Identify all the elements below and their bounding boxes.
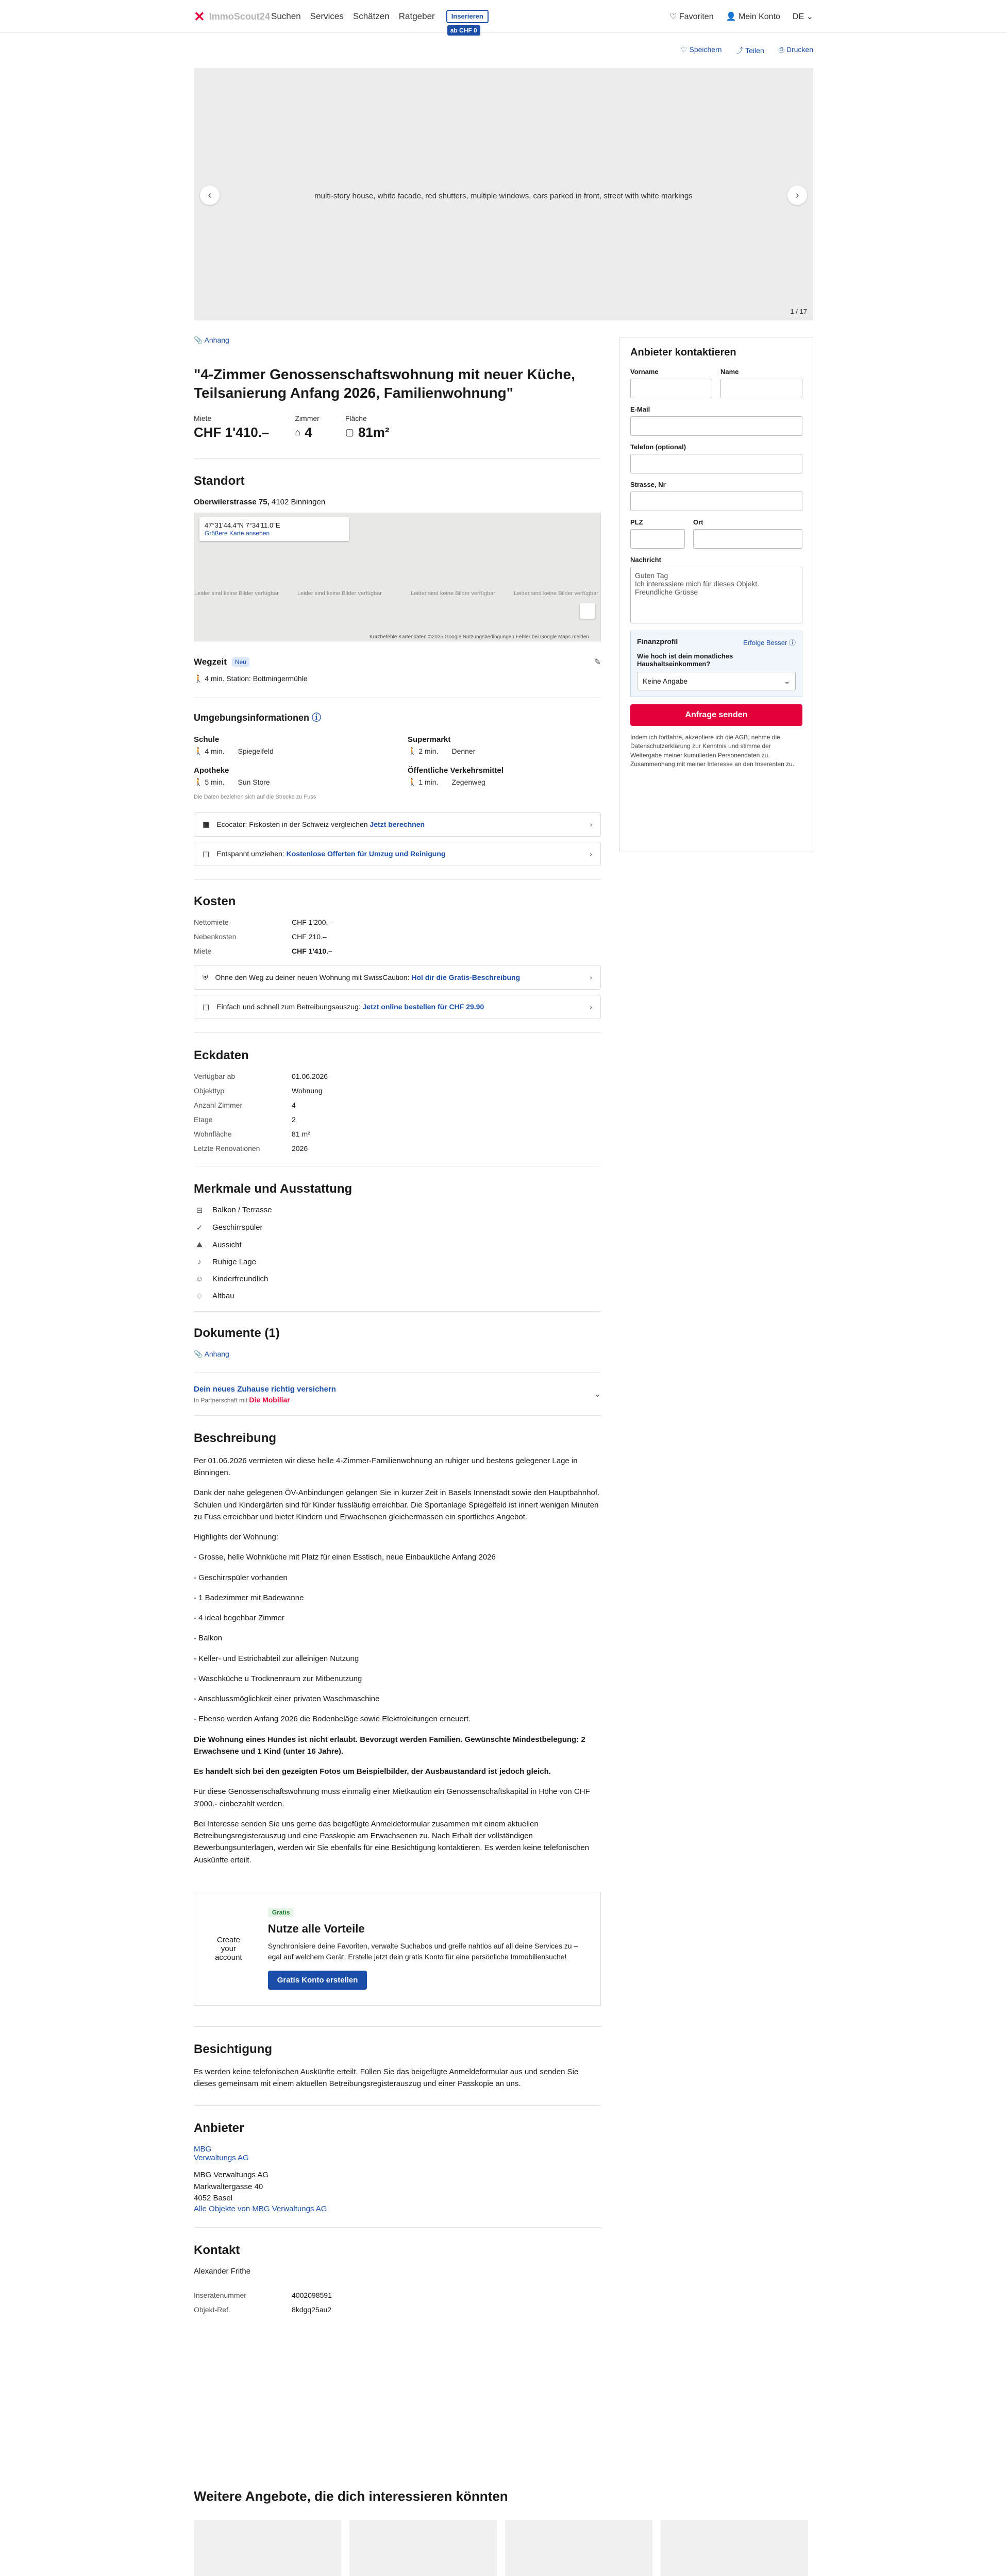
costs-table: Nettomiete CHF 1'200.– Nebenkosten CHF 210.– Miete CHF 1'410.– <box>194 918 332 955</box>
info-icon: ⓘ <box>788 639 796 647</box>
send-request-button[interactable]: Anfrage senden <box>630 704 802 726</box>
chevron-right-icon: › <box>590 973 592 982</box>
attachment-link[interactable]: 📎 Anhang <box>194 336 229 344</box>
location-title: Standort <box>194 473 245 488</box>
offer-card-placeholder[interactable] <box>505 2520 652 2576</box>
view-icon: ⛰ <box>196 1240 203 1249</box>
documents-title: Dokumente (1) <box>194 1326 280 1340</box>
listing-ids: Inseratenummer 4002098591 Objekt-Ref. 8kdgq25au2 <box>194 2291 332 2314</box>
nav-estimate[interactable]: Schätzen <box>353 11 390 21</box>
logo-icon: ✕ <box>194 8 205 24</box>
quiet-icon: ♪ <box>197 1257 202 1266</box>
site-logo[interactable]: ✕ ImmoScout24 <box>194 8 270 24</box>
more-offers-section <box>194 2488 813 2576</box>
address: Oberwilerstrasse 75, 4102 Binningen <box>194 497 326 506</box>
document-icon: ▤ <box>203 1002 210 1011</box>
offer-card-placeholder[interactable] <box>661 2520 808 2576</box>
first-name-input[interactable] <box>630 379 712 398</box>
area-value: 81m² <box>358 424 390 440</box>
finance-info-link[interactable]: Erfolge Besser ⓘ <box>743 639 796 647</box>
share-icon: ⤴ <box>736 46 744 55</box>
all-objects-link[interactable]: Alle Objekte von MBG Verwaltungs AG <box>194 2204 327 2213</box>
chevron-down-icon: ⌄ <box>784 677 790 685</box>
tax-calculator-promo[interactable]: ▦ Ecocator: Fiskosten in der Schweiz vergleichen Jetzt berechnen › <box>194 812 601 837</box>
legal-text: Indem ich fortfahre, akzeptiere ich die AGB, nehme die Datenschutzerklärung zur Kenntnis und stimme der Weitergabe meiner kumulierten Personendaten zu. Zusammenhang mit meiner Interesse an den Inserenten zu. <box>630 734 795 768</box>
description-text: Per 01.06.2026 vermieten wir diese helle 4-Zimmer-Familienwohnung an ruhiger und bestens gelegener Lage in Binningen. Dank der nahe gelegenen ÖV-Anbindungen gelangen Sie in kurzer Zeit in Basels Innenstadt sowie den Hauptbahnhof. Schulen und Kindergärten sind für Kinder fussläufig erreichbar. Die Sportanlage Spiegelfeld ist innert wenigen Minuten zu Fuss erreichbar und bietet Kindern und Erwachsenen gleichermassen ein sportliches Angebot. Highlights der Wohnung: - Grosse, helle Wohnküche mit Platz für einen Esstisch, neue Einbauküche Anfang 2026 - Geschirrspüler vorhanden - 1 Badezimmer mit Badewanne - 4 ideal begehbar Zimmer - Balkon - Keller- und Estrichabteil zur alleinigen Nutzung - Waschküche u Trocknenraum zur Mitbenutzung - Anschlussmöglichkeit einer privaten Waschmaschine - Ebenso werden Anfang 2026 die Bodenbeläge sowie Elektroleitungen erneuert. Die Wohnung eines Hundes ist nicht erlaubt. Bevorzugt werden Familien. Gewünschte Mindestbelegung: 2 Erwachsene und 1 Kind (unter 16 Jahre). Es handelt sich bei den gezeigten Fotos um Beispielbilder, der Ausbaustandard ist jedoch gleich. Für diese Genossenschaftswohnung muss einmalig einer Mietkaution ein Genossenschaftskapital in Höhe von CHF 3'000.- einbezahlt werden. Bei Interesse senden Sie uns gerne das beigefügte Anmeldeformular zusammen mit einem aktuellen Betreibungsregisterauszug und eine Passkopie am Erwachsenen zu. Nach Erhalt der vollständigen Bewerbungsunterlagen, werden wir Sie ebenfalls für eine Besichtigung kontaktieren. Es werden keine telefonischen Auskünfte erteilt. <box>194 1456 600 1865</box>
heart-icon: ♡ <box>669 12 677 21</box>
document-link[interactable]: 📎 Anhang <box>194 1349 229 1358</box>
map-coordinates: 47°31'44.4"N 7°34'11.0"E <box>205 521 280 529</box>
income-select[interactable]: Keine Angabe ⌄ <box>637 672 796 690</box>
balcony-icon: ⊟ <box>196 1206 203 1215</box>
gallery-next-button[interactable] <box>787 185 807 205</box>
street-input[interactable] <box>630 492 802 511</box>
new-badge: Neu <box>232 657 249 667</box>
map-tile-notice: Leider sind keine Bilder verfügbar <box>297 590 382 597</box>
print-button[interactable]: ⎙ Drucken <box>778 45 813 54</box>
offer-card-placeholder[interactable] <box>194 2520 341 2576</box>
details-title: Eckdaten <box>194 1048 249 1062</box>
rent-value: CHF 1'410.– <box>194 424 270 440</box>
image-gallery[interactable] <box>194 68 813 320</box>
main-nav <box>271 11 435 22</box>
create-account-button[interactable]: Gratis Konto erstellen <box>268 1971 367 1990</box>
share-button[interactable]: ⤴ Teilen <box>736 46 764 55</box>
chevron-right-icon: › <box>590 850 592 858</box>
walk-icon: 🚶 2 min. <box>408 747 439 755</box>
city-input[interactable] <box>693 529 802 549</box>
map-tile-notice: Leider sind keine Bilder verfügbar <box>194 590 279 597</box>
gallery-prev-button[interactable] <box>200 185 220 205</box>
paperclip-icon: 📎 <box>194 336 203 344</box>
calculator-icon: ▦ <box>203 820 210 828</box>
nav-search[interactable]: Suchen <box>271 11 301 21</box>
last-name-input[interactable] <box>720 379 802 398</box>
map-attribution: Kurzbefehle Kartendaten ©2025 Google Nutzungsbedingungen Fehler bei Google Maps melden <box>370 634 589 640</box>
advertise-button[interactable]: Inserieren ab CHF 0 <box>446 10 489 23</box>
poi-item: Schule 🚶 4 min. Spiegelfeld <box>194 735 274 755</box>
dishwasher-icon: ✓ <box>196 1223 203 1232</box>
provider-title: Anbieter <box>194 2121 244 2136</box>
account-promo-title: Nutze alle Vorteile <box>267 1922 365 1935</box>
surroundings-list <box>194 735 601 787</box>
poi-item: Supermarkt 🚶 2 min. Denner <box>408 735 476 755</box>
info-icon[interactable]: ⓘ <box>312 712 322 723</box>
offer-card-placeholder[interactable] <box>349 2520 497 2576</box>
description-title: Beschreibung <box>194 1431 277 1445</box>
user-icon: 👤 <box>726 12 736 21</box>
poi-item: Apotheke 🚶 5 min. Sun Store <box>194 766 270 786</box>
rooms-label: Zimmer <box>295 414 320 422</box>
shield-icon: ⛨ <box>203 973 208 981</box>
walk-icon: 🚶 4 min. <box>194 747 225 755</box>
chevron-down-icon: ⌄ <box>594 1390 601 1399</box>
provider-link[interactable]: MBG Verwaltungs AG <box>194 2145 249 2163</box>
zip-input[interactable] <box>630 529 685 549</box>
email-input[interactable] <box>630 416 802 436</box>
area-icon: ▢ <box>345 427 354 437</box>
features-title: Merkmale und Ausstattung <box>194 1181 353 1196</box>
save-button[interactable]: ♡ Speichern <box>681 45 722 54</box>
edit-icon[interactable]: ✎ <box>594 657 601 667</box>
main-content: 📎 Anhang "4-Zimmer Genossenschaftswohnung mit neuer Küche, Teilsanierung Anfang 2026, Familienwohnung" Miete CHF 1'410.– Zimmer ⌂ 4 Fläche ▢ 81m² Standort Oberwilerstrasse 75, 4102 Binningen 47°31'44.4"N 7°34'11.0"E Größere Karte ansehen Leider sind keine Bilder verfügbar Leider sind keine Bilder verfügbar Leider sind keine Bilder verfügbar Leider sind keine Bilder verfügbar Kurzbefehle Kartendaten ©2025 Google Nutzungsbedingungen Fehler bei Google Maps melden Wegzeit Neu ✎ 🚶 4 min. Station: Bottmingermühle Umgebungsinformationen ⓘ Schule 🚶 4 min. Spiegelfeld Supermarkt 🚶 2 min. Denner Apotheke 🚶 5 min. Sun Store Öffentliche Verkehrsmittel 🚶 1 min. Zegenweg Die Daten beziehen sich auf die Strecke zu Fuss ▦ Ecocator: Fiskosten in der Schweiz vergleichen Jetzt berechnen › ▤ Entspannt umziehen: Kostenlose Offerten für Umzug und Reinigung › Kosten Nettomiete CHF 1'200.– Nebenkosten CHF 210.– Miete CHF 1'410.– ⛨ Ohne den Weg zu deiner neuen Wohnung mit SwissCaution: Hol dir die Gratis-Beschreibung › ▤ Einfach und schnell zum Betreibungsauszug: Jetzt online bestellen für CHF 29.90 › Eckdaten Verfügbar ab 01.06.2026 Objekttyp Wohnung Anzahl Zimmer 4 Etage 2 Wohnfläche 81 m² Letzte Renovationen 2026 Merkmale und Ausstattung ⊟ Balkon / Terrasse ✓ Geschirrspüler ⛰ Aussicht ♪ Ruhige Lage ☺ Kinderfreundlich ♢ Altbau Dokumente (1) 📎 Anhang Dein neues Zuhause richtig versichern In Partnerschaft mit Die Mobiliar ⌄ Beschreibung Per 01.06.2026 vermieten wir diese helle 4-Zimmer-Familienwohnung an ruhiger und bestens gelegener Lage in Binningen. Dank der nahe gelegenen ÖV-Anbindungen gelangen Sie in kurzer Zeit in Basels Innenstadt sowie den Hauptbahnhof. Schulen und Kindergärten sind für Kinder fussläufig erreichbar. Die Sportanlage Spiegelfeld ist innert wenigen Minuten zu Fuss erreichbar und bietet Kindern und Erwachsenen gleichermassen ein sportliches Angebot. Highlights der Wohnung: - Grosse, helle Wohnküche mit Platz für einen Esstisch, neue Einbauküche Anfang 2026 - Geschirrspüler vorhanden - 1 Badezimmer mit Badewanne - 4 ideal begehbar Zimmer - Balkon - Keller- und Estrichabteil zur alleinigen Nutzung - Waschküche u Trocknenraum zur Mitbenutzung - Anschlussmöglichkeit einer privaten Waschmaschine - Ebenso werden Anfang 2026 die Bodenbeläge sowie Elektroleitungen erneuert. Die Wohnung eines Hundes ist nicht erlaubt. Bevorzugt werden Familien. Gewünschte Mindestbelegung: 2 Erwachsene und 1 Kind (unter 16 Jahre). Es handelt sich bei den gezeigten Fotos um Beispielbilder, der Ausbaustandard ist jedoch gleich. Für diese Genossenschaftswohnung muss einmalig einer Mietkaution ein Genossenschaftskapital in Höhe von CHF 3'000.- einbezahlt werden. Bei Interesse senden Sie uns gerne das beigefügte Anmeldeformular zusammen mit einem aktuellen Betreibungsregisterauszug und eine Passkopie am Erwachsenen zu. Nach Erhalt der vollständigen Bewerbungsunterlagen, werden wir Sie ebenfalls für eine Besichtigung kontaktieren. Es werden keine telefonischen Auskünfte erteilt. Create your account Gratis Nutze alle Vorteile Synchronisiere deine Favoriten, verwalte Suchabos und greife nahtlos auf all deine Services zu – egal auf welchem Gerät. Erstelle jetzt dein gratis Konto für eine persönliche Immobiliensuche! Gratis Konto erstellen Besichtigung Es werden keine telefonischen Auskünfte erteilt. Füllen Sie das beigefügte Anmeldeformular aus und senden Sie dieses gemeinsam mit einem aktuellen Betreibungsregisterauszug und einer Passkopie an uns. Anbieter MBG Verwaltungs AG MBG Verwaltungs AG Markwaltergasse 40 4052 Basel Alle Objekte von MBG Verwaltungs AG Kontakt Alexander Frithe Inseratenummer 4002098591 Objekt-Ref. 8kdgq25au2 <box>194 336 601 2314</box>
account-illustration-text: Create your account <box>215 1935 242 1962</box>
contact-title: Kontakt <box>194 2243 240 2257</box>
walk-icon: 🚶 <box>194 674 203 683</box>
insurance-accordion[interactable]: Dein neues Zuhause richtig versichern In Partnerschaft mit Die Mobiliar ⌄ <box>194 1384 601 1404</box>
nav-guide[interactable]: Ratgeber <box>398 11 435 21</box>
viewing-title: Besichtigung <box>194 2042 273 2056</box>
contact-form-title: Anbieter kontaktieren <box>630 347 736 358</box>
map-zoom-control[interactable] <box>580 603 595 619</box>
finance-profile-box: Finanzprofil Erfolge Besser ⓘ Wie hoch ist dein monatliches Haushaltseinkommen? Keine Angabe ⌄ <box>630 631 802 697</box>
surroundings-title: Umgebungsinformationen ⓘ <box>194 712 322 723</box>
favorites-link[interactable]: ♡ Favoriten <box>669 12 714 21</box>
chevron-right-icon: › <box>590 820 592 829</box>
phone-input[interactable] <box>630 454 802 473</box>
map[interactable] <box>194 513 601 641</box>
top-navigation <box>0 0 1007 33</box>
route-detail: 🚶 4 min. Station: Bottmingermühle <box>194 674 308 683</box>
features-list: ⊟ Balkon / Terrasse ✓ Geschirrspüler ⛰ Aussicht ♪ Ruhige Lage ☺ Kinderfreundlich ♢ Altbau <box>194 1206 601 1301</box>
key-facts <box>194 414 601 440</box>
surroundings-note: Die Daten beziehen sich auf die Strecke zu Fuss <box>194 793 316 800</box>
debt-extract-promo[interactable]: ▤ Einfach und schnell zum Betreibungsauszug: Jetzt online bestellen für CHF 29.90 › <box>194 995 601 1019</box>
child-icon: ☺ <box>195 1274 204 1283</box>
free-badge: Gratis <box>268 1908 294 1917</box>
gallery-image-caption: multi-story house, white facade, red shutters, multiple windows, cars parked in front, street with white markings <box>314 192 693 200</box>
walk-icon: 🚶 1 min. <box>408 777 439 786</box>
larger-map-link[interactable]: Größere Karte ansehen <box>205 529 270 537</box>
paperclip-icon: 📎 <box>194 1349 203 1358</box>
chevron-right-icon: › <box>590 1003 592 1011</box>
chevron-right-icon: › <box>795 189 799 201</box>
rooms-icon: ⌂ <box>295 427 301 437</box>
details-table: Verfügbar ab 01.06.2026 Objekttyp Wohnung Anzahl Zimmer 4 Etage 2 Wohnfläche 81 m² Letzte Renovationen 2026 <box>194 1072 328 1153</box>
heart-icon: ♡ <box>681 45 687 54</box>
mobiliar-logo: Die Mobiliar <box>249 1395 290 1404</box>
listing-title: "4-Zimmer Genossenschaftswohnung mit neuer Küche, Teilsanierung Anfang 2026, Familienwohnung" <box>194 366 575 401</box>
poi-item: Öffentliche Verkehrsmittel 🚶 1 min. Zegenweg <box>408 766 504 786</box>
map-tile-notice: Leider sind keine Bilder verfügbar <box>514 590 598 597</box>
account-link[interactable]: 👤 Mein Konto <box>726 12 780 21</box>
chevron-left-icon: ‹ <box>208 189 212 201</box>
gallery-counter: 1 / 17 <box>790 308 807 315</box>
deposit-promo[interactable]: ⛨ Ohne den Weg zu deiner neuen Wohnung mit SwissCaution: Hol dir die Gratis-Beschreibung › <box>194 965 601 990</box>
old-building-icon: ♢ <box>196 1292 203 1301</box>
message-textarea[interactable]: Guten Tag Ich interessiere mich für dieses Objekt. Freundliche Grüsse <box>630 567 802 623</box>
contact-form: Anbieter kontaktieren Vorname Name E-Mail Telefon (optional) Strasse, Nr PLZ Ort Nachricht Guten Tag Ich interessiere mich für dieses Objekt. Freundliche Grüsse Finanzprofil Erfolge Besser ⓘ Wie hoch ist dein monatliches Haushaltseinkommen? Keine Angabe ⌄ Anfrage senden Indem ich fortfahre, akzeptiere ich die AGB, nehme die Datenschutzerklärung zur Kenntnis und stimme der Weitergabe meiner kumulierten Personendaten zu. Zusammenhang mit meiner Interesse an den Inserenten zu. <box>619 337 813 852</box>
listing-actions <box>681 45 813 56</box>
map-info-popup <box>199 517 349 541</box>
costs-title: Kosten <box>194 894 236 908</box>
more-offers-title: Weitere Angebote, die dich interessieren könnten <box>194 2488 508 2504</box>
nav-services[interactable]: Services <box>310 11 344 21</box>
account-promo-card: Create your account Gratis Nutze alle Vorteile Synchronisiere deine Favoriten, verwalte Suchabos und greife nahtlos auf all deine Services zu – egal auf welchem Gerät. Erstelle jetzt dein gratis Konto für eine persönliche Immobiliensuche! Gratis Konto erstellen <box>194 1892 601 2006</box>
print-icon: ⎙ <box>778 45 784 54</box>
area-label: Fläche <box>345 414 367 422</box>
rooms-value: 4 <box>305 424 312 440</box>
contact-person: Alexander Frithe <box>194 2266 251 2276</box>
route-title: Wegzeit <box>194 656 227 667</box>
rent-label: Miete <box>194 414 212 422</box>
provider-address: MBG Verwaltungs AG Markwaltergasse 40 4052 Basel <box>194 2171 269 2203</box>
price-tag: ab CHF 0 <box>447 25 480 36</box>
map-tile-notice: Leider sind keine Bilder verfügbar <box>411 590 495 597</box>
language-selector[interactable]: DE ⌄ <box>792 12 813 21</box>
walk-icon: 🚶 5 min. <box>194 777 225 786</box>
moving-offer-promo[interactable]: ▤ Entspannt umziehen: Kostenlose Offerten für Umzug und Reinigung › <box>194 842 601 866</box>
truck-icon: ▤ <box>203 849 210 858</box>
